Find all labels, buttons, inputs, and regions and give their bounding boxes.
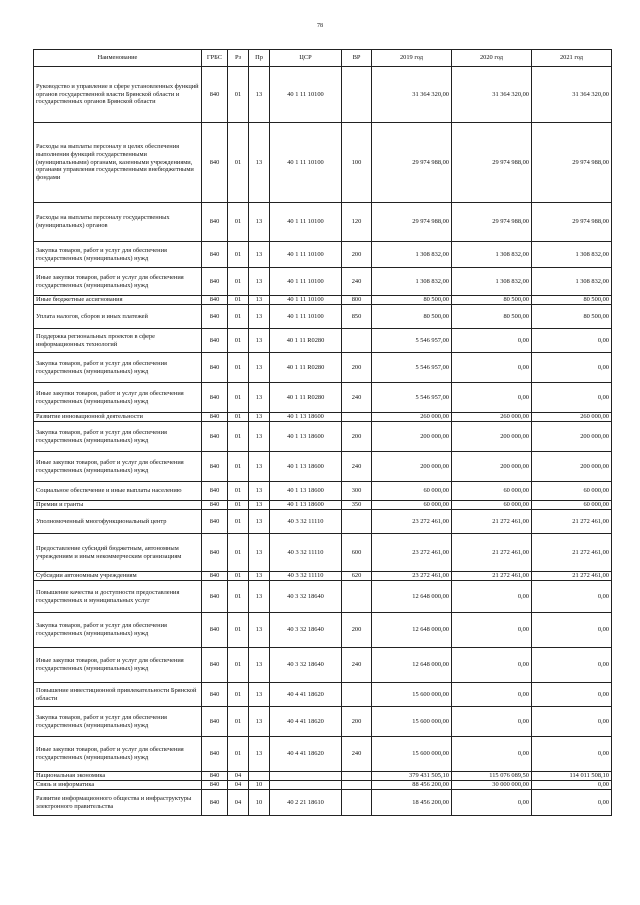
- cell-grbs: 840: [202, 296, 228, 305]
- cell-pr: 13: [249, 613, 270, 648]
- cell-csr: 40 1 11 R0280: [270, 383, 342, 413]
- cell-2021: 0,00: [532, 707, 612, 737]
- cell-2020: 80 500,00: [452, 296, 532, 305]
- cell-grbs: 840: [202, 772, 228, 781]
- cell-2021: 21 272 461,00: [532, 572, 612, 581]
- cell-vr: 240: [342, 648, 372, 683]
- cell-2019: 12 648 000,00: [372, 613, 452, 648]
- table-row: [34, 534, 612, 572]
- cell-rz: 01: [228, 613, 249, 648]
- cell-pr: 13: [249, 422, 270, 452]
- cell-2021: 0,00: [532, 781, 612, 790]
- cell-2020: 0,00: [452, 383, 532, 413]
- cell-csr: 40 1 11 10100: [270, 296, 342, 305]
- cell-rz: 01: [228, 452, 249, 482]
- cell-vr: [342, 790, 372, 816]
- cell-vr: [342, 781, 372, 790]
- cell-2019: 23 272 461,00: [372, 534, 452, 572]
- cell-rz: 01: [228, 329, 249, 353]
- cell-2021: 21 272 461,00: [532, 534, 612, 572]
- cell-2019: 60 000,00: [372, 501, 452, 510]
- cell-grbs: 840: [202, 383, 228, 413]
- page-number: 78: [317, 23, 323, 29]
- cell-2019: 18 456 200,00: [372, 790, 452, 816]
- cell-pr: 13: [249, 572, 270, 581]
- cell-2019: 200 000,00: [372, 422, 452, 452]
- table-row: [34, 510, 612, 534]
- cell-2020: 30 000 000,00: [452, 781, 532, 790]
- table-row: [34, 581, 612, 613]
- cell-name: Иные закупки товаров, работ и услуг для обеспечения государственных (муниципальных) нужд: [34, 648, 202, 683]
- cell-csr: 40 1 13 18600: [270, 452, 342, 482]
- cell-vr: 300: [342, 482, 372, 501]
- cell-name: Закупка товаров, работ и услуг для обеспечения государственных (муниципальных) нужд: [34, 242, 202, 268]
- cell-grbs: 840: [202, 353, 228, 383]
- cell-vr: 350: [342, 501, 372, 510]
- cell-2020: 29 974 988,00: [452, 123, 532, 203]
- cell-vr: [342, 413, 372, 422]
- cell-2020: 80 500,00: [452, 305, 532, 329]
- cell-pr: 13: [249, 581, 270, 613]
- cell-2020: 0,00: [452, 329, 532, 353]
- cell-rz: 01: [228, 581, 249, 613]
- cell-rz: 01: [228, 572, 249, 581]
- cell-pr: [249, 772, 270, 781]
- cell-2020: 0,00: [452, 613, 532, 648]
- cell-rz: 01: [228, 67, 249, 123]
- cell-2021: 0,00: [532, 581, 612, 613]
- cell-2020: 0,00: [452, 683, 532, 707]
- cell-2021: 0,00: [532, 383, 612, 413]
- cell-2020: 0,00: [452, 707, 532, 737]
- cell-name: Уполномоченный многофункциональный центр: [34, 510, 202, 534]
- cell-csr: 40 3 32 18640: [270, 581, 342, 613]
- table-row: [34, 648, 612, 683]
- cell-grbs: 840: [202, 482, 228, 501]
- table-row: [34, 572, 612, 581]
- cell-vr: 800: [342, 296, 372, 305]
- cell-rz: 01: [228, 510, 249, 534]
- cell-2021: 200 000,00: [532, 422, 612, 452]
- table-row: [34, 203, 612, 242]
- table-row: [34, 268, 612, 296]
- cell-2019: 5 546 957,00: [372, 329, 452, 353]
- cell-2019: 88 456 200,00: [372, 781, 452, 790]
- cell-pr: 13: [249, 452, 270, 482]
- cell-2019: 80 500,00: [372, 296, 452, 305]
- cell-rz: 01: [228, 353, 249, 383]
- table-row: [34, 305, 612, 329]
- cell-csr: 40 1 13 18600: [270, 501, 342, 510]
- cell-grbs: 840: [202, 737, 228, 772]
- header-vr: ВР: [342, 50, 372, 67]
- table-row: [34, 422, 612, 452]
- cell-rz: 01: [228, 413, 249, 422]
- table-row: [34, 501, 612, 510]
- cell-2021: 0,00: [532, 613, 612, 648]
- table-row: [34, 383, 612, 413]
- cell-2019: 12 648 000,00: [372, 648, 452, 683]
- table-row: [34, 242, 612, 268]
- cell-name: Национальная экономика: [34, 772, 202, 781]
- cell-2021: 1 308 832,00: [532, 268, 612, 296]
- cell-name: Иные закупки товаров, работ и услуг для обеспечения государственных (муниципальных) нужд: [34, 737, 202, 772]
- cell-rz: 01: [228, 683, 249, 707]
- cell-rz: 01: [228, 296, 249, 305]
- cell-grbs: 840: [202, 268, 228, 296]
- cell-csr: [270, 781, 342, 790]
- cell-grbs: 840: [202, 683, 228, 707]
- cell-2020: 21 272 461,00: [452, 510, 532, 534]
- cell-pr: 13: [249, 305, 270, 329]
- cell-2019: 1 308 832,00: [372, 268, 452, 296]
- cell-csr: 40 3 32 11110: [270, 534, 342, 572]
- cell-grbs: 840: [202, 707, 228, 737]
- cell-csr: 40 1 11 10100: [270, 123, 342, 203]
- cell-2019: 5 546 957,00: [372, 383, 452, 413]
- cell-grbs: 840: [202, 790, 228, 816]
- cell-vr: 240: [342, 737, 372, 772]
- cell-2021: 0,00: [532, 737, 612, 772]
- cell-rz: 01: [228, 648, 249, 683]
- table-row: [34, 296, 612, 305]
- cell-rz: 01: [228, 501, 249, 510]
- cell-2021: 0,00: [532, 353, 612, 383]
- cell-name: Социальное обеспечение и иные выплаты населению: [34, 482, 202, 501]
- cell-2020: 115 076 089,50: [452, 772, 532, 781]
- table-row: [34, 707, 612, 737]
- table-row: [34, 353, 612, 383]
- cell-2019: 379 431 505,10: [372, 772, 452, 781]
- cell-grbs: 840: [202, 613, 228, 648]
- table-row: [34, 67, 612, 123]
- cell-pr: 13: [249, 67, 270, 123]
- cell-2020: 260 000,00: [452, 413, 532, 422]
- cell-grbs: 840: [202, 501, 228, 510]
- table-row: [34, 613, 612, 648]
- cell-csr: 40 1 11 10100: [270, 268, 342, 296]
- cell-vr: [342, 581, 372, 613]
- cell-name: Повышение инвестиционной привлекательности Брянской области: [34, 683, 202, 707]
- cell-name: Развитие информационного общества и инфраструктуры электронного правительства: [34, 790, 202, 816]
- cell-vr: 200: [342, 422, 372, 452]
- cell-pr: 10: [249, 781, 270, 790]
- cell-2020: 60 000,00: [452, 501, 532, 510]
- cell-rz: 01: [228, 482, 249, 501]
- header-csr: ЦСР: [270, 50, 342, 67]
- cell-name: Поддержка региональных проектов в сфере информационных технологий: [34, 329, 202, 353]
- cell-csr: 40 1 11 10100: [270, 203, 342, 242]
- cell-pr: 13: [249, 510, 270, 534]
- cell-grbs: 840: [202, 510, 228, 534]
- cell-csr: 40 3 32 18640: [270, 613, 342, 648]
- cell-csr: 40 2 21 18610: [270, 790, 342, 816]
- cell-name: Субсидии автономным учреждениям: [34, 572, 202, 581]
- cell-name: Иные закупки товаров, работ и услуг для обеспечения государственных (муниципальных) нужд: [34, 452, 202, 482]
- cell-grbs: 840: [202, 413, 228, 422]
- cell-name: Связь и информатика: [34, 781, 202, 790]
- cell-rz: 01: [228, 383, 249, 413]
- cell-2020: 21 272 461,00: [452, 534, 532, 572]
- cell-2019: 1 308 832,00: [372, 242, 452, 268]
- cell-2020: 0,00: [452, 581, 532, 613]
- cell-pr: 13: [249, 203, 270, 242]
- table-row: [34, 790, 612, 816]
- cell-vr: 200: [342, 242, 372, 268]
- cell-2021: 29 974 988,00: [532, 203, 612, 242]
- cell-csr: 40 3 32 11110: [270, 510, 342, 534]
- cell-name: Руководство и управление в сфере установленных функций органов государственной власти Брянской области и государственных органов Брянской области: [34, 67, 202, 123]
- cell-2020: 0,00: [452, 737, 532, 772]
- table-header-row: [34, 50, 612, 67]
- cell-vr: 200: [342, 707, 372, 737]
- cell-grbs: 840: [202, 123, 228, 203]
- cell-pr: 13: [249, 383, 270, 413]
- cell-2021: 0,00: [532, 683, 612, 707]
- cell-name: Закупка товаров, работ и услуг для обеспечения государственных (муниципальных) нужд: [34, 613, 202, 648]
- cell-pr: 13: [249, 683, 270, 707]
- cell-2020: 0,00: [452, 648, 532, 683]
- cell-csr: 40 3 32 18640: [270, 648, 342, 683]
- table-row: [34, 329, 612, 353]
- cell-name: Расходы на выплаты персоналу государственных (муниципальных) органов: [34, 203, 202, 242]
- cell-2019: 15 600 000,00: [372, 683, 452, 707]
- cell-2020: 31 364 320,00: [452, 67, 532, 123]
- cell-rz: 01: [228, 268, 249, 296]
- cell-2019: 200 000,00: [372, 452, 452, 482]
- cell-2020: 200 000,00: [452, 422, 532, 452]
- cell-csr: 40 1 11 R0280: [270, 353, 342, 383]
- cell-rz: 01: [228, 707, 249, 737]
- cell-grbs: 840: [202, 648, 228, 683]
- cell-csr: 40 1 11 10100: [270, 305, 342, 329]
- cell-rz: 01: [228, 305, 249, 329]
- cell-name: Уплата налогов, сборов и иных платежей: [34, 305, 202, 329]
- cell-2021: 114 011 508,10: [532, 772, 612, 781]
- header-name: Наименование: [34, 50, 202, 67]
- budget-table: [33, 49, 612, 816]
- cell-2021: 80 500,00: [532, 305, 612, 329]
- cell-csr: 40 1 13 18600: [270, 422, 342, 452]
- header-2019: 2019 год: [372, 50, 452, 67]
- table-row: [34, 781, 612, 790]
- cell-2021: 1 308 832,00: [532, 242, 612, 268]
- cell-csr: 40 1 13 18600: [270, 482, 342, 501]
- cell-csr: 40 1 11 10100: [270, 242, 342, 268]
- cell-grbs: 840: [202, 572, 228, 581]
- cell-2021: 80 500,00: [532, 296, 612, 305]
- cell-pr: 13: [249, 242, 270, 268]
- cell-2021: 260 000,00: [532, 413, 612, 422]
- cell-2019: 80 500,00: [372, 305, 452, 329]
- cell-name: Предоставление субсидий бюджетным, автономным учреждениям и иным некоммерческим организациям: [34, 534, 202, 572]
- cell-2021: 0,00: [532, 790, 612, 816]
- cell-rz: 01: [228, 123, 249, 203]
- cell-grbs: 840: [202, 534, 228, 572]
- cell-rz: 01: [228, 422, 249, 452]
- cell-2020: 1 308 832,00: [452, 268, 532, 296]
- cell-rz: 04: [228, 790, 249, 816]
- header-pr: Пр: [249, 50, 270, 67]
- header-grbs: ГРБС: [202, 50, 228, 67]
- cell-name: Иные закупки товаров, работ и услуг для обеспечения государственных (муниципальных) нужд: [34, 268, 202, 296]
- cell-grbs: 840: [202, 67, 228, 123]
- cell-2020: 29 974 988,00: [452, 203, 532, 242]
- cell-csr: 40 4 41 18620: [270, 683, 342, 707]
- cell-2020: 200 000,00: [452, 452, 532, 482]
- cell-grbs: 840: [202, 329, 228, 353]
- cell-2020: 1 308 832,00: [452, 242, 532, 268]
- cell-csr: 40 1 11 R0280: [270, 329, 342, 353]
- cell-grbs: 840: [202, 203, 228, 242]
- cell-pr: 13: [249, 648, 270, 683]
- table-row: [34, 482, 612, 501]
- cell-vr: [342, 67, 372, 123]
- cell-2019: 260 000,00: [372, 413, 452, 422]
- cell-pr: 13: [249, 268, 270, 296]
- cell-2021: 21 272 461,00: [532, 510, 612, 534]
- table-row: [34, 737, 612, 772]
- cell-vr: 100: [342, 123, 372, 203]
- cell-2021: 0,00: [532, 329, 612, 353]
- cell-csr: 40 1 11 10100: [270, 67, 342, 123]
- cell-vr: 240: [342, 452, 372, 482]
- cell-2019: 15 600 000,00: [372, 737, 452, 772]
- cell-2019: 31 364 320,00: [372, 67, 452, 123]
- cell-pr: 13: [249, 482, 270, 501]
- cell-name: Закупка товаров, работ и услуг для обеспечения государственных (муниципальных) нужд: [34, 353, 202, 383]
- cell-rz: 04: [228, 781, 249, 790]
- cell-rz: 01: [228, 242, 249, 268]
- cell-2020: 0,00: [452, 790, 532, 816]
- cell-pr: 13: [249, 413, 270, 422]
- cell-rz: 04: [228, 772, 249, 781]
- cell-name: Иные закупки товаров, работ и услуг для обеспечения государственных (муниципальных) нужд: [34, 383, 202, 413]
- cell-2019: 23 272 461,00: [372, 510, 452, 534]
- cell-vr: 620: [342, 572, 372, 581]
- cell-pr: 13: [249, 353, 270, 383]
- cell-pr: 13: [249, 737, 270, 772]
- cell-2019: 12 648 000,00: [372, 581, 452, 613]
- table-row: [34, 413, 612, 422]
- cell-2019: 15 600 000,00: [372, 707, 452, 737]
- cell-vr: 600: [342, 534, 372, 572]
- cell-pr: 13: [249, 534, 270, 572]
- cell-2019: 23 272 461,00: [372, 572, 452, 581]
- cell-name: Закупка товаров, работ и услуг для обеспечения государственных (муниципальных) нужд: [34, 707, 202, 737]
- cell-pr: 13: [249, 296, 270, 305]
- cell-csr: 40 1 13 18600: [270, 413, 342, 422]
- cell-name: Премии и гранты: [34, 501, 202, 510]
- cell-name: Расходы на выплаты персоналу в целях обеспечения выполнения функций государственными (муниципальными) органами, казенными учреждениями, органами управления государственными внебюджетными фондами: [34, 123, 202, 203]
- cell-vr: [342, 683, 372, 707]
- cell-rz: 01: [228, 737, 249, 772]
- cell-2019: 29 974 988,00: [372, 203, 452, 242]
- cell-name: Закупка товаров, работ и услуг для обеспечения государственных (муниципальных) нужд: [34, 422, 202, 452]
- cell-csr: 40 4 41 18620: [270, 707, 342, 737]
- cell-2019: 60 000,00: [372, 482, 452, 501]
- cell-grbs: 840: [202, 452, 228, 482]
- cell-name: Повышение качества и доступности предоставления государственных и муниципальных услуг: [34, 581, 202, 613]
- cell-vr: [342, 329, 372, 353]
- cell-rz: 01: [228, 534, 249, 572]
- cell-rz: 01: [228, 203, 249, 242]
- cell-2021: 200 000,00: [532, 452, 612, 482]
- cell-pr: 13: [249, 707, 270, 737]
- cell-vr: 240: [342, 383, 372, 413]
- table-row: [34, 683, 612, 707]
- cell-csr: 40 4 41 18620: [270, 737, 342, 772]
- cell-vr: 240: [342, 268, 372, 296]
- table-row: [34, 123, 612, 203]
- cell-2021: 60 000,00: [532, 482, 612, 501]
- cell-grbs: 840: [202, 305, 228, 329]
- cell-vr: 120: [342, 203, 372, 242]
- cell-vr: 200: [342, 353, 372, 383]
- table-row: [34, 772, 612, 781]
- cell-2019: 29 974 988,00: [372, 123, 452, 203]
- cell-pr: 13: [249, 501, 270, 510]
- cell-2021: 60 000,00: [532, 501, 612, 510]
- cell-csr: 40 3 32 11110: [270, 572, 342, 581]
- cell-2021: 31 364 320,00: [532, 67, 612, 123]
- cell-pr: 13: [249, 123, 270, 203]
- cell-grbs: 840: [202, 242, 228, 268]
- cell-2020: 60 000,00: [452, 482, 532, 501]
- header-rz: Рз: [228, 50, 249, 67]
- cell-vr: [342, 510, 372, 534]
- table-row: [34, 452, 612, 482]
- cell-2021: 29 974 988,00: [532, 123, 612, 203]
- cell-pr: 10: [249, 790, 270, 816]
- cell-grbs: 840: [202, 422, 228, 452]
- cell-vr: [342, 772, 372, 781]
- cell-pr: 13: [249, 329, 270, 353]
- table-body: [34, 67, 612, 816]
- cell-2019: 5 546 957,00: [372, 353, 452, 383]
- header-2021: 2021 год: [532, 50, 612, 67]
- cell-name: Иные бюджетные ассигнования: [34, 296, 202, 305]
- cell-grbs: 840: [202, 581, 228, 613]
- cell-2020: 21 272 461,00: [452, 572, 532, 581]
- cell-grbs: 840: [202, 781, 228, 790]
- cell-2020: 0,00: [452, 353, 532, 383]
- cell-csr: [270, 772, 342, 781]
- cell-name: Развитие инновационной деятельности: [34, 413, 202, 422]
- header-2020: 2020 год: [452, 50, 532, 67]
- cell-vr: 850: [342, 305, 372, 329]
- cell-vr: 200: [342, 613, 372, 648]
- cell-2021: 0,00: [532, 648, 612, 683]
